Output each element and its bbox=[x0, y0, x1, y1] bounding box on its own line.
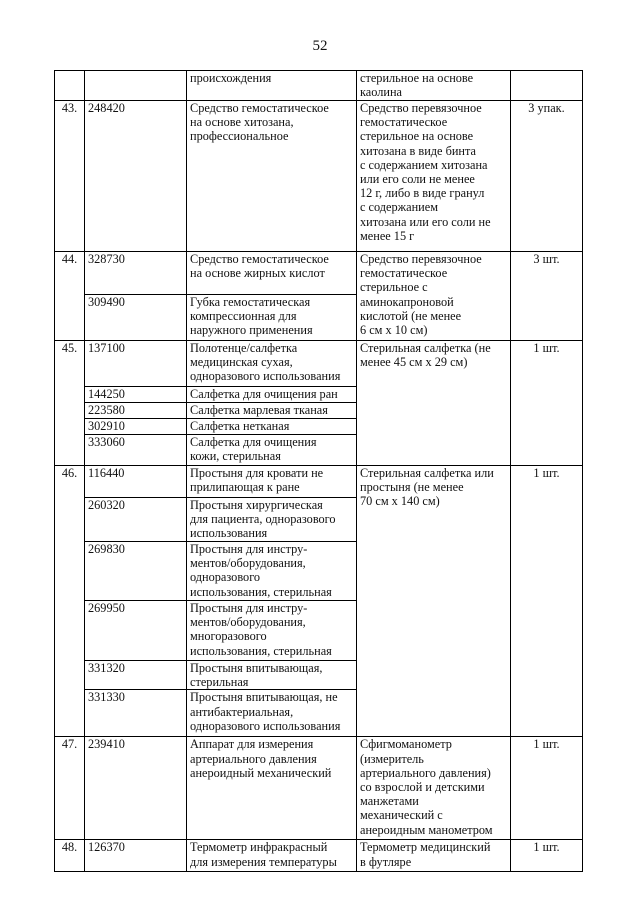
item-quantity: 1 шт. bbox=[511, 341, 583, 466]
table-row bbox=[55, 71, 583, 101]
item-number: 46. bbox=[55, 466, 85, 737]
item-description: стерильное на основе каолина bbox=[357, 71, 511, 101]
table-row bbox=[55, 840, 583, 872]
item-number: 44. bbox=[55, 252, 85, 341]
table-row bbox=[55, 737, 583, 840]
item-name: Простыня впитывающая, стерильная bbox=[187, 661, 357, 690]
item-name: Простыня впитывающая, не антибактериальная, одноразового использования bbox=[187, 690, 357, 737]
item-name: происхождения bbox=[187, 71, 357, 101]
item-name: Салфетка нетканая bbox=[187, 419, 357, 435]
item-name: Салфетка марлевая тканая bbox=[187, 403, 357, 419]
item-number: 48. bbox=[55, 840, 85, 872]
item-number: 45. bbox=[55, 341, 85, 466]
item-code: 248420 bbox=[85, 101, 187, 252]
item-quantity: 1 шт. bbox=[511, 737, 583, 840]
item-name: Средство гемостатическое на основе жирных кислот bbox=[187, 252, 357, 295]
item-code: 239410 bbox=[85, 737, 187, 840]
item-name: Простыня хирургическая для пациента, одноразового использования bbox=[187, 498, 357, 542]
item-name: Аппарат для измерения артериального давления анероидный механический bbox=[187, 737, 357, 840]
item-quantity bbox=[511, 71, 583, 101]
item-code bbox=[85, 71, 187, 101]
item-code: 126370 bbox=[85, 840, 187, 872]
table-row bbox=[55, 466, 583, 498]
item-name: Термометр инфракрасный для измерения температуры bbox=[187, 840, 357, 872]
item-name: Средство гемостатическое на основе хитозана, профессиональное bbox=[187, 101, 357, 252]
item-number: 43. bbox=[55, 101, 85, 252]
item-description: Термометр медицинский в футляре bbox=[357, 840, 511, 872]
item-description: Сфигмоманометр (измеритель артериального давления) со взрослой и детскими манжетами механический с анероидным манометром bbox=[357, 737, 511, 840]
item-name: Салфетка для очищения ран bbox=[187, 387, 357, 403]
item-name: Простыня для кровати не прилипающая к ране bbox=[187, 466, 357, 498]
item-code: 223580 bbox=[85, 403, 187, 419]
item-code: 260320 bbox=[85, 498, 187, 542]
item-number: 47. bbox=[55, 737, 85, 840]
item-code: 137100 bbox=[85, 341, 187, 387]
item-code: 309490 bbox=[85, 295, 187, 341]
item-code: 144250 bbox=[85, 387, 187, 403]
item-quantity: 1 шт. bbox=[511, 840, 583, 872]
item-description: Стерильная салфетка (не менее 45 см x 29 см) bbox=[357, 341, 511, 466]
page-number: 52 bbox=[312, 38, 328, 54]
item-code: 331320 bbox=[85, 661, 187, 690]
item-code: 269830 bbox=[85, 542, 187, 601]
item-quantity: 3 шт. bbox=[511, 252, 583, 341]
item-description: Стерильная салфетка или простыня (не менее 70 см x 140 см) bbox=[357, 466, 511, 737]
item-number bbox=[55, 71, 85, 101]
item-code: 269950 bbox=[85, 601, 187, 661]
supply-table bbox=[54, 70, 583, 872]
item-name: Салфетка для очищения кожи, стерильная bbox=[187, 435, 357, 466]
item-code: 116440 bbox=[85, 466, 187, 498]
item-name: Простыня для инстру- ментов/оборудования, многоразового использования, стерильная bbox=[187, 601, 357, 661]
item-name: Простыня для инстру- ментов/оборудования, одноразового использования, стерильная bbox=[187, 542, 357, 601]
item-name: Полотенце/салфетка медицинская сухая, одноразового использования bbox=[187, 341, 357, 387]
table-row bbox=[55, 252, 583, 295]
item-code: 331330 bbox=[85, 690, 187, 737]
item-description: Средство перевязочное гемостатическое стерильное с аминокапроновой кислотой (не менее 6 см x 10 см) bbox=[357, 252, 511, 341]
item-code: 302910 bbox=[85, 419, 187, 435]
item-name: Губка гемостатическая компрессионная для наружного применения bbox=[187, 295, 357, 341]
item-code: 328730 bbox=[85, 252, 187, 295]
item-description: Средство перевязочное гемостатическое стерильное на основе хитозана в виде бинта с содержанием хитозана или его соли не менее 12 г, либо в виде гранул с содержанием хитозана или его соли не менее 15 г bbox=[357, 101, 511, 252]
table-row bbox=[55, 101, 583, 252]
item-quantity: 3 упак. bbox=[511, 101, 583, 252]
item-code: 333060 bbox=[85, 435, 187, 466]
item-quantity: 1 шт. bbox=[511, 466, 583, 737]
table-row bbox=[55, 341, 583, 387]
